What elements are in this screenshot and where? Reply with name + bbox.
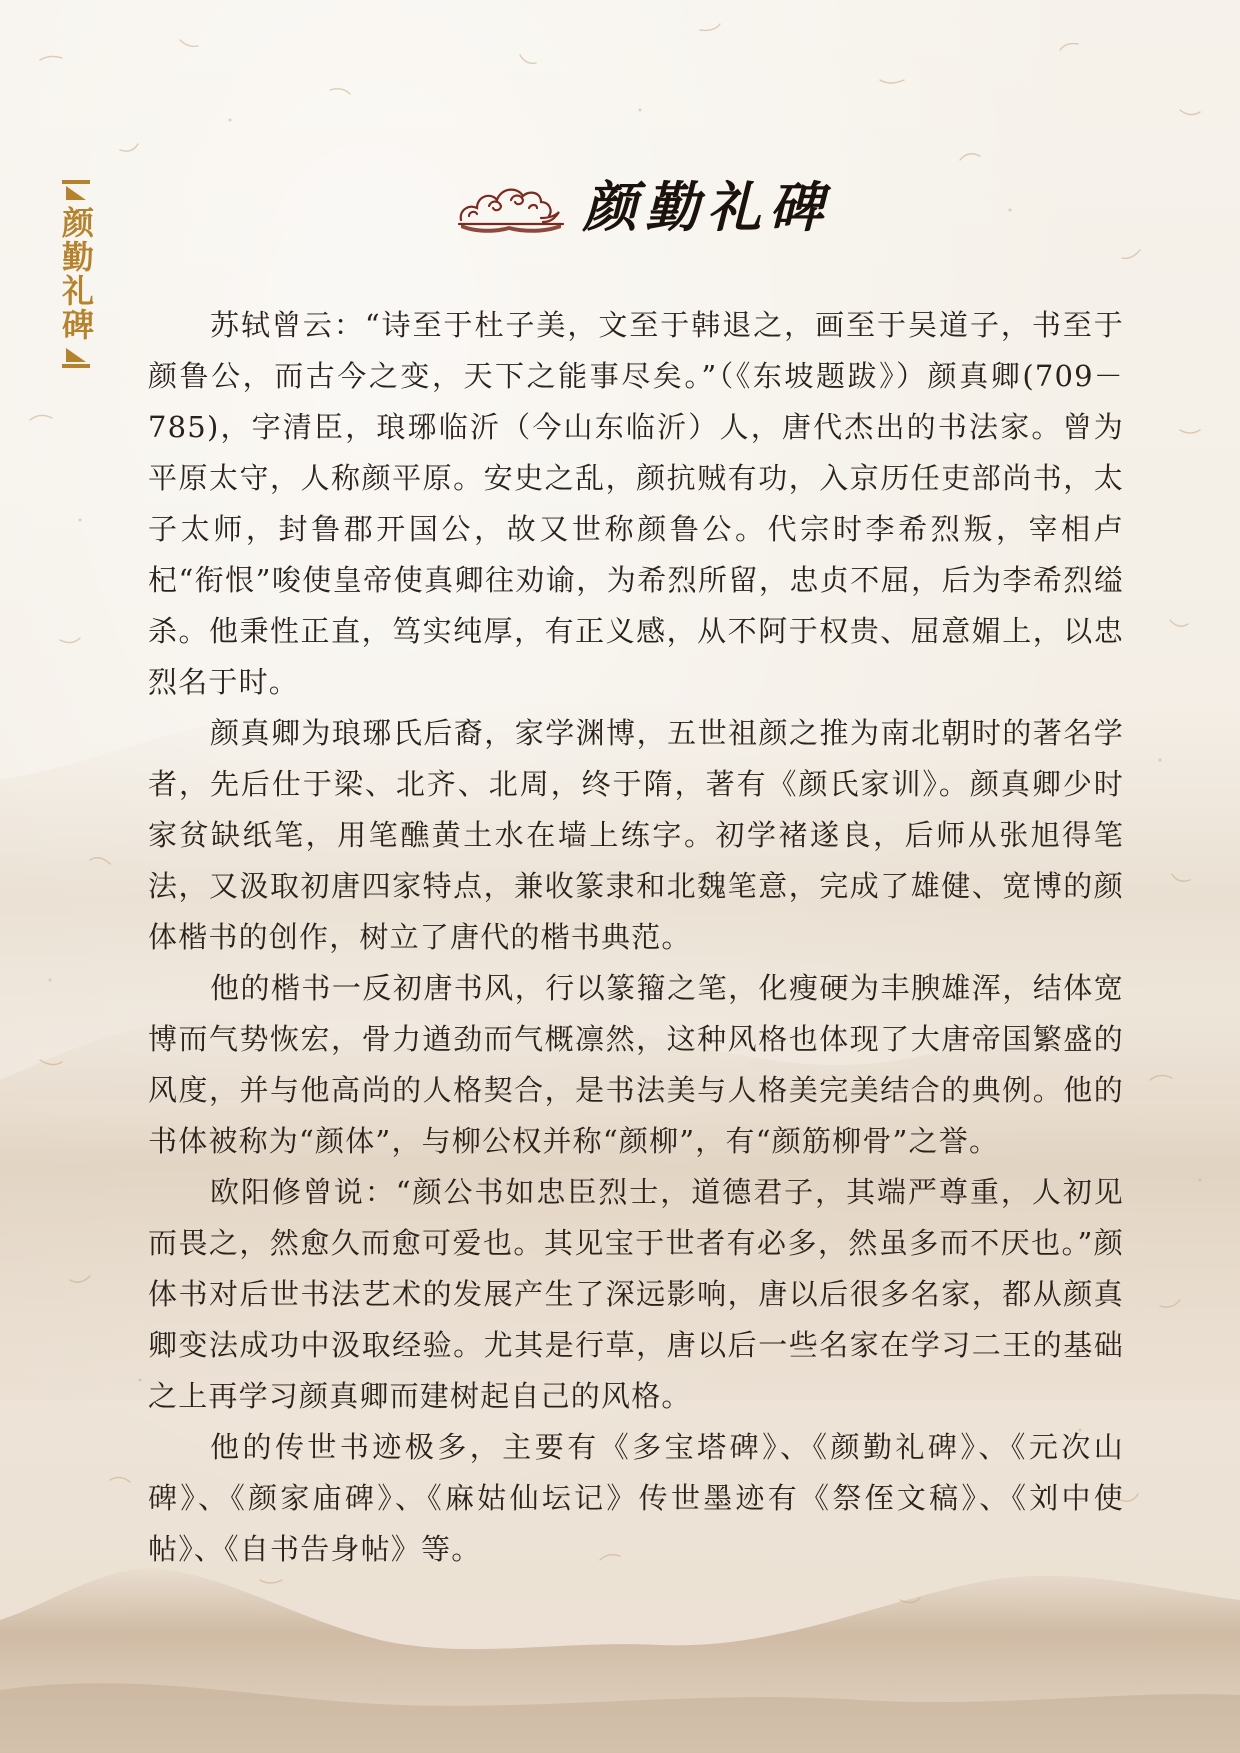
title-block (455, 168, 831, 238)
paragraph: 他的楷书一反初唐书风，行以篆籀之笔，化瘦硬为丰腴雄浑，结体宽博而气势恢宏，骨力遒劲而气概凛然，这种风格也体现了大唐帝国繁盛的风度，并与他高尚的人格契合，是书法美与人格美完美结合的典例。他的书体被称为“颜体”，与柳公权并称“颜柳”，有“颜筋柳骨”之誉。 (148, 971, 1124, 1158)
paragraph: 他的传世书迹极多，主要有《多宝塔碑》、《颜勤礼碑》、《元次山碑》、《颜家庙碑》、《麻姑仙坛记》传世墨迹有《祭侄文稿》、《刘中使帖》、《自书告身帖》等。 (148, 1430, 1124, 1566)
paragraph: 颜真卿为琅琊氏后裔，家学渊博，五世祖颜之推为南北朝时的著名学者，先后仕于梁、北齐、北周，终于隋，著有《颜氏家训》。颜真卿少时家贫缺纸笔，用笔醮黄土水在墙上练字。初学褚遂良，后师从张旭得笔法，又汲取初唐四家特点，兼收篆隶和北魏笔意，完成了雄健、宽博的颜体楷书的创作，树立了唐代的楷书典范。 (148, 716, 1124, 954)
paragraph: 苏轼曾云：“诗至于杜子美，文至于韩退之，画至于吴道子，书至于颜鲁公，而古今之变，天下之能事尽矣。”（《东坡题跋》）颜真卿(709－785)，字清臣，琅琊临沂（今山东临沂）人，唐代杰出的书法家。曾为平原太守，人称颜平原。安史之乱，颜抗贼有功，入京历任吏部尚书，太子太师，封鲁郡开国公，故又世称颜鲁公。代宗时李希烈叛，宰相卢杞“衔恨”唆使皇帝使真卿往劝谕，为希烈所留，忠贞不屈，后为李希烈缢杀。他秉性正直，笃实纯厚，有正义感，从不阿于权贵、屈意媚上，以忠烈名于时。 (148, 308, 1124, 699)
article-body (148, 300, 1124, 1575)
side-section-tab (56, 178, 96, 370)
paragraph: 欧阳修曾说：“颜公书如忠臣烈士，道德君子，其端严尊重，人初见而畏之，然愈久而愈可爱也。其见宝于世者有必多，然虽多而不厌也。”颜体书对后世书法艺术的发展产生了深远影响，唐以后很多名家，都从颜真卿变法成功中汲取经验。尤其是行草，唐以后一些名家在学习二王的基础之上再学习颜真卿而建树起自己的风格。 (148, 1175, 1124, 1413)
side-tab-label: 颜勤礼碑 (57, 206, 95, 342)
page-title: 颜勤礼碑 (583, 174, 831, 239)
bracket-top-icon (60, 178, 92, 202)
auspicious-cloud-icon (455, 172, 565, 234)
bracket-bottom-icon (60, 346, 92, 370)
